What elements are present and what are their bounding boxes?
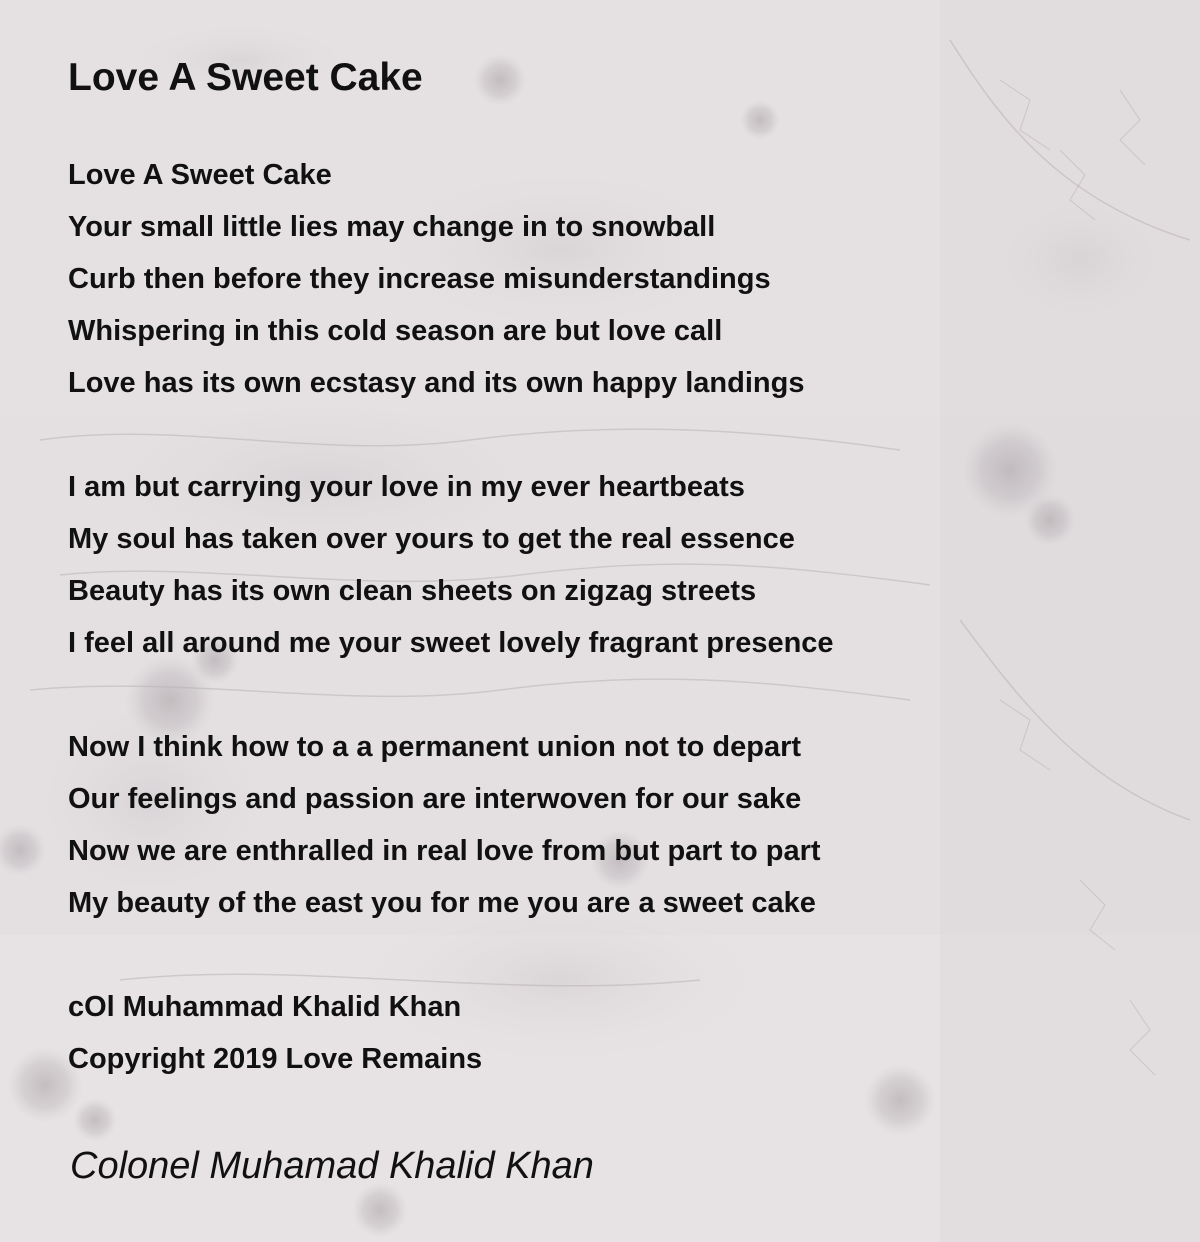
poem-line: I feel all around me your sweet lovely fragrant presence <box>68 627 834 659</box>
stanza-break <box>68 409 834 461</box>
signature-line: cOl Muhammad Khalid Khan <box>68 991 462 1023</box>
poem-line: Curb then before they increase misunderstandings <box>68 263 771 295</box>
poem-line: I am but carrying your love in my ever heartbeats <box>68 471 745 503</box>
poem-title: Love A Sweet Cake <box>68 56 423 99</box>
poem-line: Whispering in this cold season are but love call <box>68 315 723 347</box>
copyright-line: Copyright 2019 Love Remains <box>68 1043 483 1075</box>
poem-line: Your small little lies may change in to snowball <box>68 211 716 243</box>
poem-line: Beauty has its own clean sheets on zigzag streets <box>68 575 757 607</box>
poem-line: Love has its own ecstasy and its own happy landings <box>68 367 805 399</box>
poem-line: Now I think how to a a permanent union not to depart <box>68 731 802 763</box>
poem-line: Now we are enthralled in real love from but part to part <box>68 835 821 867</box>
stanza-break <box>68 669 834 721</box>
stanza-break <box>68 929 834 981</box>
poem-line: My soul has taken over yours to get the real essence <box>68 523 795 555</box>
poem-line: My beauty of the east you for me you are a sweet cake <box>68 887 816 919</box>
poem-line: Love A Sweet Cake <box>68 159 332 191</box>
poem-body <box>68 149 834 1085</box>
poem-line: Our feelings and passion are interwoven for our sake <box>68 783 802 815</box>
poem-author: Colonel Muhamad Khalid Khan <box>70 1145 594 1187</box>
